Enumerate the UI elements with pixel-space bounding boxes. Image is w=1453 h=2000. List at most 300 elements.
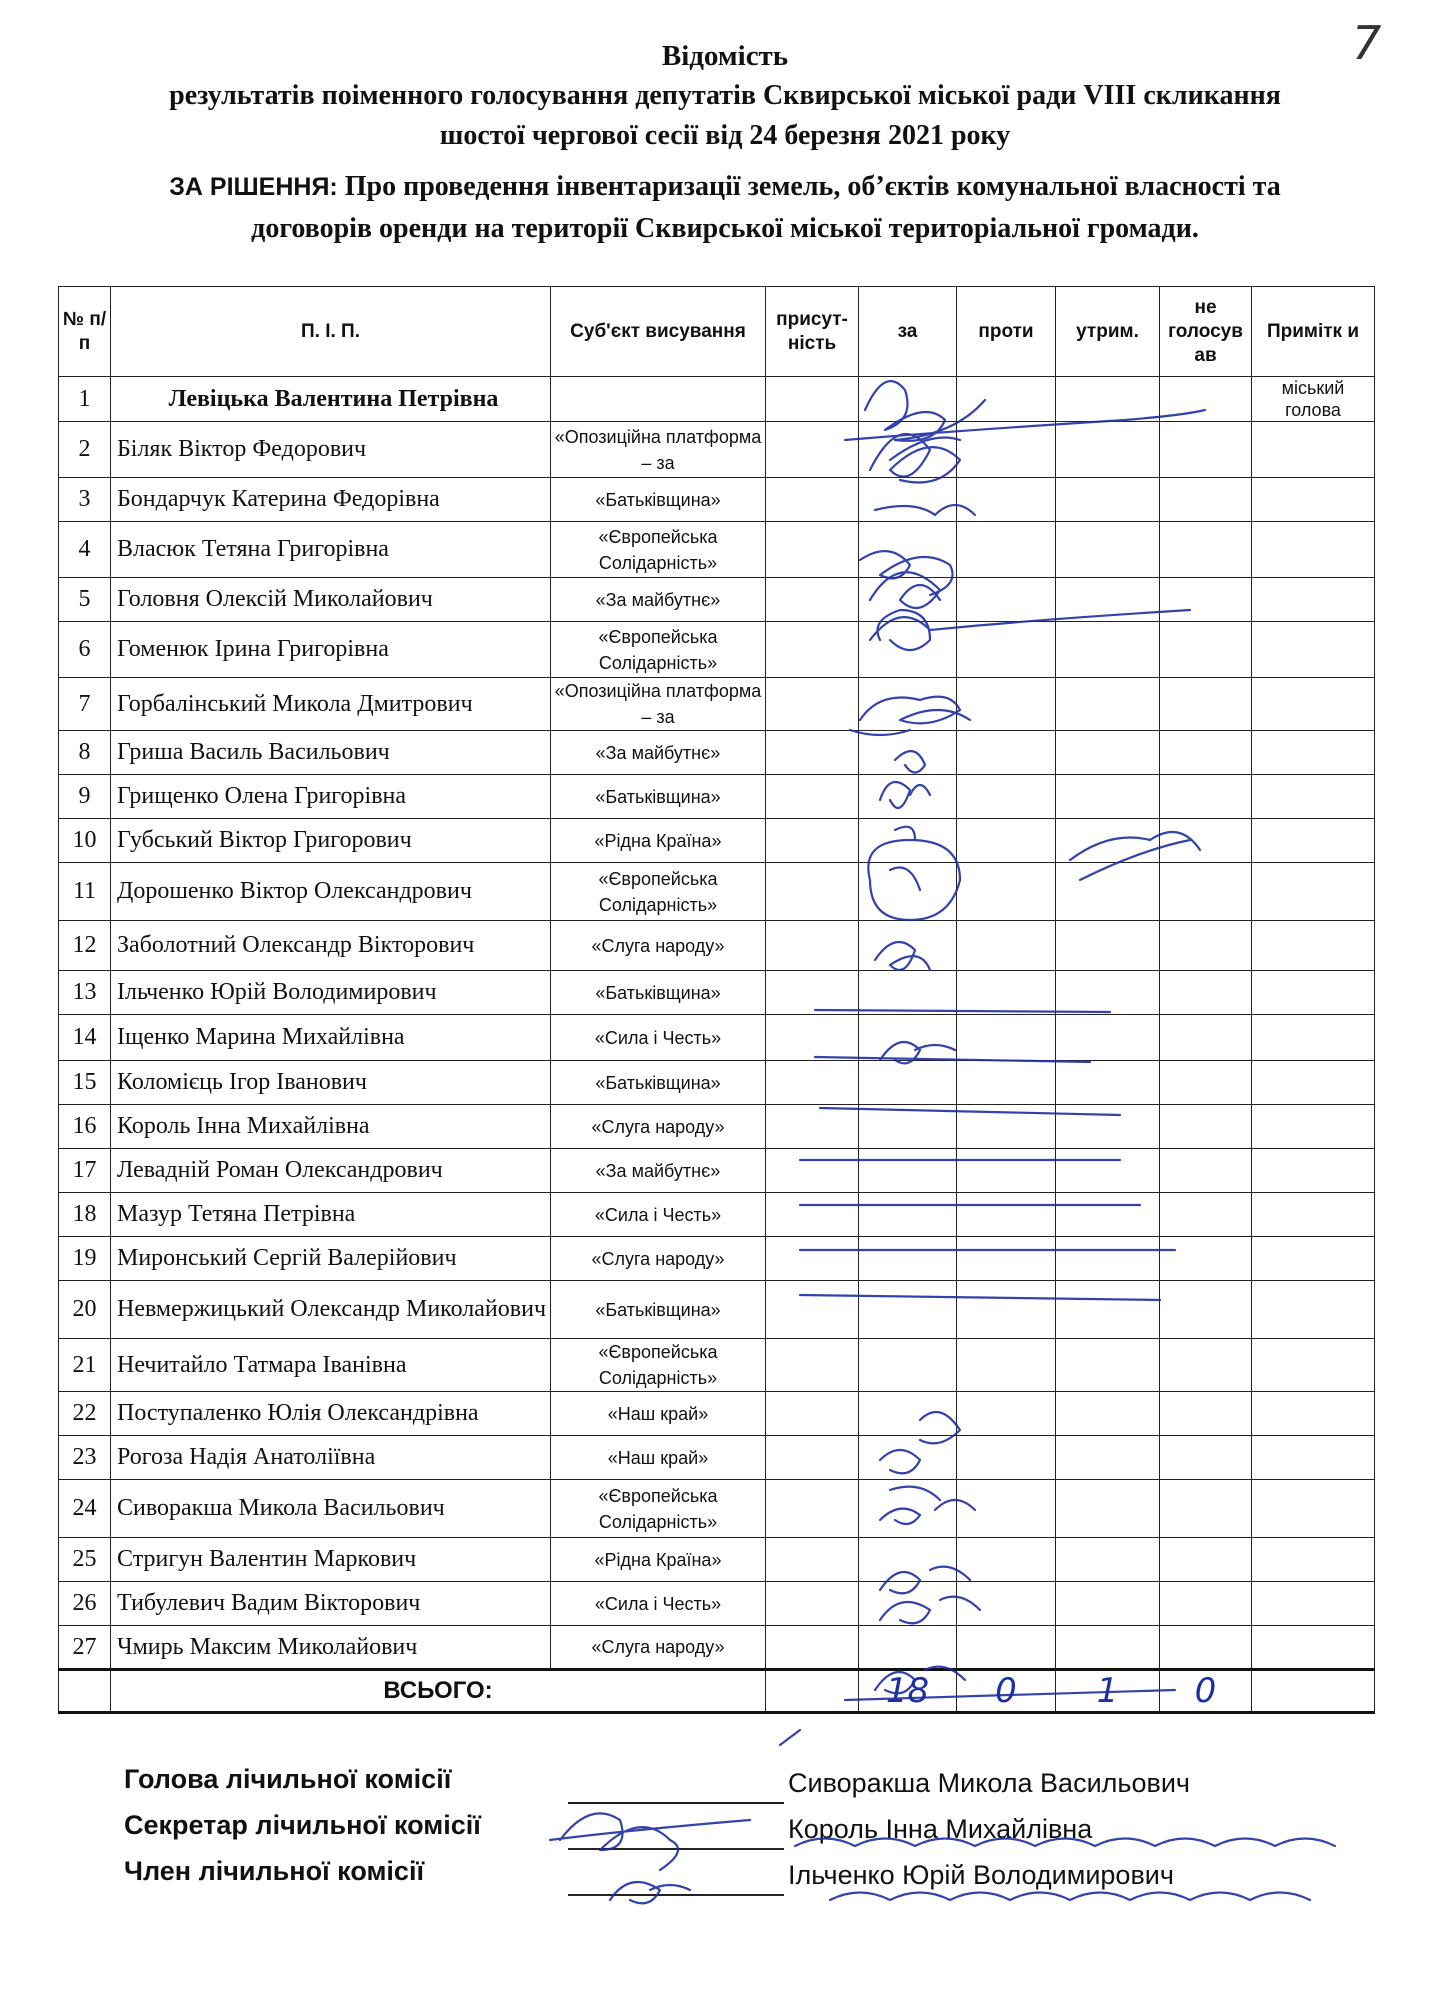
deputy-name: Іщенко Марина Михайлівна <box>111 1015 551 1061</box>
commission-signatures <box>124 1764 1384 1902</box>
document-header <box>60 36 1390 250</box>
vote-against-cell <box>957 1339 1056 1392</box>
not-voted-cell <box>1160 1538 1252 1582</box>
header-for: за <box>859 287 957 377</box>
vote-against-cell <box>957 522 1056 578</box>
vote-against-cell <box>957 1538 1056 1582</box>
vote-against-cell <box>957 1061 1056 1105</box>
header-not-voted: не голосув ав <box>1160 287 1252 377</box>
present-cell <box>766 1061 859 1105</box>
vote-for-cell <box>859 1105 957 1149</box>
present-cell <box>766 422 859 478</box>
session-line: шостої чергової сесії від 24 березня 2021 року <box>439 120 1011 151</box>
abstain-cell <box>1056 819 1160 863</box>
table-row <box>59 478 1375 522</box>
row-number: 20 <box>59 1281 111 1339</box>
vote-against-cell <box>957 1392 1056 1436</box>
deputy-name: Чмирь Максим Миколайович <box>111 1626 551 1670</box>
not-voted-cell <box>1160 1436 1252 1480</box>
table-row <box>59 1149 1375 1193</box>
present-cell <box>766 522 859 578</box>
deputy-name: Мазур Тетяна Петрівна <box>111 1193 551 1237</box>
party: «Слуга народу» <box>551 1237 766 1281</box>
note <box>1252 578 1375 622</box>
abstain-cell <box>1056 1015 1160 1061</box>
vote-for-cell <box>859 422 957 478</box>
table-row <box>59 1237 1375 1281</box>
party: «Батьківщина» <box>551 775 766 819</box>
total-against: 0 <box>957 1670 1056 1713</box>
total-for: 18 <box>859 1670 957 1713</box>
row-number: 16 <box>59 1105 111 1149</box>
commission-role: Член лічильної комісії <box>124 1856 425 1886</box>
table-row <box>59 1480 1375 1538</box>
vote-for-cell <box>859 1015 957 1061</box>
vote-for-cell <box>859 578 957 622</box>
deputy-name: Левадній Роман Олександрович <box>111 1149 551 1193</box>
not-voted-cell <box>1160 678 1252 731</box>
commission-row <box>124 1856 1384 1902</box>
party: «За майбутнє» <box>551 731 766 775</box>
note <box>1252 1626 1375 1670</box>
page-number: 7 <box>1352 16 1382 70</box>
commission-row <box>124 1810 1384 1856</box>
deputy-name: Миронський Сергій Валерійович <box>111 1237 551 1281</box>
not-voted-cell <box>1160 1061 1252 1105</box>
present-cell <box>766 921 859 971</box>
row-number: 1 <box>59 377 111 422</box>
abstain-cell <box>1056 1392 1160 1436</box>
note <box>1252 775 1375 819</box>
vote-against-cell <box>957 819 1056 863</box>
note <box>1252 1105 1375 1149</box>
abstain-cell <box>1056 863 1160 921</box>
total-present <box>766 1670 859 1713</box>
row-number: 19 <box>59 1237 111 1281</box>
row-number: 25 <box>59 1538 111 1582</box>
table-row <box>59 819 1375 863</box>
not-voted-cell <box>1160 478 1252 522</box>
table-row <box>59 1626 1375 1670</box>
note <box>1252 1392 1375 1436</box>
row-number: 13 <box>59 971 111 1015</box>
deputy-name: Сиворакша Микола Васильович <box>111 1480 551 1538</box>
vote-against-cell <box>957 1281 1056 1339</box>
present-cell <box>766 1582 859 1626</box>
note <box>1252 1582 1375 1626</box>
present-cell <box>766 478 859 522</box>
not-voted-cell <box>1160 1626 1252 1670</box>
vote-for-cell <box>859 1193 957 1237</box>
vote-against-cell <box>957 1436 1056 1480</box>
signature-line <box>568 1894 784 1896</box>
vote-against-cell <box>957 921 1056 971</box>
vote-for-cell <box>859 522 957 578</box>
present-cell <box>766 578 859 622</box>
commission-name: Сиворакша Микола Васильович <box>788 1768 1190 1798</box>
table-row <box>59 377 1375 422</box>
deputy-name: Левіцька Валентина Петрівна <box>111 377 551 422</box>
abstain-cell <box>1056 1237 1160 1281</box>
header-present: присут-ність <box>766 287 859 377</box>
note <box>1252 422 1375 478</box>
row-number: 5 <box>59 578 111 622</box>
abstain-cell <box>1056 1436 1160 1480</box>
table-row <box>59 1281 1375 1339</box>
table-row <box>59 921 1375 971</box>
abstain-cell <box>1056 1193 1160 1237</box>
note <box>1252 1149 1375 1193</box>
row-number: 15 <box>59 1061 111 1105</box>
vote-against-cell <box>957 478 1056 522</box>
vote-for-cell <box>859 1281 957 1339</box>
table-header-row <box>59 287 1375 377</box>
party: «Європейська Солідарність» <box>551 522 766 578</box>
vote-against-cell <box>957 1015 1056 1061</box>
note <box>1252 863 1375 921</box>
abstain-cell <box>1056 622 1160 678</box>
note: міський голова <box>1252 377 1375 422</box>
party: «Батьківщина» <box>551 478 766 522</box>
vote-against-cell <box>957 1626 1056 1670</box>
present-cell <box>766 1281 859 1339</box>
strike-line <box>780 1730 800 1745</box>
note <box>1252 1015 1375 1061</box>
present-cell <box>766 377 859 422</box>
row-number: 18 <box>59 1193 111 1237</box>
party: «Рідна Країна» <box>551 1538 766 1582</box>
header-party: Суб'єкт висування <box>551 287 766 377</box>
party: «За майбутнє» <box>551 578 766 622</box>
vote-against-cell <box>957 1480 1056 1538</box>
row-number: 23 <box>59 1436 111 1480</box>
vote-for-cell <box>859 775 957 819</box>
abstain-cell <box>1056 971 1160 1015</box>
row-number: 10 <box>59 819 111 863</box>
not-voted-cell <box>1160 377 1252 422</box>
vote-against-cell <box>957 578 1056 622</box>
present-cell <box>766 819 859 863</box>
party: «Опозиційна платформа – за <box>551 678 766 731</box>
vote-for-cell <box>859 819 957 863</box>
abstain-cell <box>1056 678 1160 731</box>
vote-against-cell <box>957 622 1056 678</box>
party: «Опозиційна платформа – за <box>551 422 766 478</box>
not-voted-cell <box>1160 1480 1252 1538</box>
vote-for-cell <box>859 377 957 422</box>
vote-against-cell <box>957 377 1056 422</box>
deputy-name: Коломієць Ігор Іванович <box>111 1061 551 1105</box>
commission-role: Секретар лічильної комісії <box>124 1810 481 1840</box>
present-cell <box>766 1392 859 1436</box>
party: «Наш край» <box>551 1436 766 1480</box>
table-row <box>59 971 1375 1015</box>
vote-for-cell <box>859 1339 957 1392</box>
vote-against-cell <box>957 731 1056 775</box>
row-number: 27 <box>59 1626 111 1670</box>
party: «Слуга народу» <box>551 1626 766 1670</box>
commission-name: Ільченко Юрій Володимирович <box>788 1860 1174 1890</box>
vote-for-cell <box>859 1436 957 1480</box>
total-empty <box>59 1670 111 1713</box>
abstain-cell <box>1056 731 1160 775</box>
abstain-cell <box>1056 377 1160 422</box>
table-row <box>59 1436 1375 1480</box>
deputy-name: Король Інна Михайлівна <box>111 1105 551 1149</box>
not-voted-cell <box>1160 863 1252 921</box>
note <box>1252 678 1375 731</box>
header-against: проти <box>957 287 1056 377</box>
note <box>1252 971 1375 1015</box>
abstain-cell <box>1056 1149 1160 1193</box>
party: «Сила і Честь» <box>551 1582 766 1626</box>
deputy-name: Біляк Віктор Федорович <box>111 422 551 478</box>
not-voted-cell <box>1160 522 1252 578</box>
vote-against-cell <box>957 1237 1056 1281</box>
table-row <box>59 863 1375 921</box>
present-cell <box>766 1193 859 1237</box>
table-row <box>59 731 1375 775</box>
vote-against-cell <box>957 863 1056 921</box>
abstain-cell <box>1056 578 1160 622</box>
present-cell <box>766 1538 859 1582</box>
table-row <box>59 1015 1375 1061</box>
deputy-name: Стригун Валентин Маркович <box>111 1538 551 1582</box>
table-row <box>59 522 1375 578</box>
row-number: 22 <box>59 1392 111 1436</box>
deputy-name: Рогоза Надія Анатоліївна <box>111 1436 551 1480</box>
row-number: 24 <box>59 1480 111 1538</box>
document-subtitle: результатів поіменного голосування депутатів Сквирської міської ради VIII скликання <box>169 80 1281 111</box>
vote-for-cell <box>859 1582 957 1626</box>
deputy-name: Гриша Василь Васильович <box>111 731 551 775</box>
vote-against-cell <box>957 1149 1056 1193</box>
present-cell <box>766 1015 859 1061</box>
vote-for-cell <box>859 1149 957 1193</box>
note <box>1252 1480 1375 1538</box>
row-number: 9 <box>59 775 111 819</box>
present-cell <box>766 1105 859 1149</box>
deputy-name: Гоменюк Ірина Григорівна <box>111 622 551 678</box>
deputy-name: Грищенко Олена Григорівна <box>111 775 551 819</box>
table-body <box>59 377 1375 1670</box>
party: «Наш край» <box>551 1392 766 1436</box>
abstain-cell <box>1056 775 1160 819</box>
vote-against-cell <box>957 971 1056 1015</box>
row-number: 26 <box>59 1582 111 1626</box>
row-number: 12 <box>59 921 111 971</box>
row-number: 11 <box>59 863 111 921</box>
decision-line <box>60 166 1390 208</box>
not-voted-cell <box>1160 578 1252 622</box>
party: «Європейська Солідарність» <box>551 1480 766 1538</box>
abstain-cell <box>1056 478 1160 522</box>
present-cell <box>766 1436 859 1480</box>
header-note: Примітк и <box>1252 287 1375 377</box>
decision-line-2: договорів оренди на території Сквирської міської територіальної громади. <box>251 213 1199 244</box>
vote-for-cell <box>859 731 957 775</box>
present-cell <box>766 731 859 775</box>
party: «Слуга народу» <box>551 921 766 971</box>
note <box>1252 478 1375 522</box>
note <box>1252 1193 1375 1237</box>
abstain-cell <box>1056 1339 1160 1392</box>
present-cell <box>766 971 859 1015</box>
vote-for-cell <box>859 1237 957 1281</box>
party: «Сила і Честь» <box>551 1015 766 1061</box>
note <box>1252 1339 1375 1392</box>
row-number: 21 <box>59 1339 111 1392</box>
not-voted-cell <box>1160 731 1252 775</box>
note <box>1252 819 1375 863</box>
row-number: 3 <box>59 478 111 522</box>
vote-for-cell <box>859 1626 957 1670</box>
present-cell <box>766 678 859 731</box>
table-row <box>59 1538 1375 1582</box>
not-voted-cell <box>1160 1149 1252 1193</box>
signature-line <box>568 1848 784 1850</box>
deputy-name: Ільченко Юрій Володимирович <box>111 971 551 1015</box>
not-voted-cell <box>1160 819 1252 863</box>
deputy-name: Власюк Тетяна Григорівна <box>111 522 551 578</box>
note <box>1252 1281 1375 1339</box>
header-num: № п/п <box>59 287 111 377</box>
vote-for-cell <box>859 1392 957 1436</box>
decision-prefix: ЗА РІШЕННЯ: <box>169 173 338 201</box>
not-voted-cell <box>1160 971 1252 1015</box>
commission-row <box>124 1764 1384 1810</box>
note <box>1252 731 1375 775</box>
deputy-name: Дорошенко Віктор Олександрович <box>111 863 551 921</box>
table-row <box>59 678 1375 731</box>
not-voted-cell <box>1160 1193 1252 1237</box>
abstain-cell <box>1056 1281 1160 1339</box>
note <box>1252 622 1375 678</box>
party: «Європейська Солідарність» <box>551 1339 766 1392</box>
table-row <box>59 1105 1375 1149</box>
vote-for-cell <box>859 1538 957 1582</box>
table-row <box>59 1061 1375 1105</box>
present-cell <box>766 863 859 921</box>
commission-role: Голова лічильної комісії <box>124 1764 452 1794</box>
table-row <box>59 775 1375 819</box>
table-row <box>59 622 1375 678</box>
abstain-cell <box>1056 522 1160 578</box>
not-voted-cell <box>1160 921 1252 971</box>
note <box>1252 1436 1375 1480</box>
total-row <box>59 1670 1375 1713</box>
party: «Батьківщина» <box>551 1281 766 1339</box>
abstain-cell <box>1056 422 1160 478</box>
abstain-cell <box>1056 921 1160 971</box>
vote-against-cell <box>957 1193 1056 1237</box>
party: «Європейська Солідарність» <box>551 863 766 921</box>
document-title: Відомість <box>661 40 789 72</box>
vote-for-cell <box>859 1480 957 1538</box>
header-name: П. І. П. <box>111 287 551 377</box>
present-cell <box>766 775 859 819</box>
present-cell <box>766 1626 859 1670</box>
abstain-cell <box>1056 1582 1160 1626</box>
vote-for-cell <box>859 478 957 522</box>
vote-for-cell <box>859 1061 957 1105</box>
abstain-cell <box>1056 1061 1160 1105</box>
note <box>1252 522 1375 578</box>
vote-for-cell <box>859 863 957 921</box>
commission-name: Король Інна Михайлівна <box>788 1814 1093 1844</box>
vote-table <box>58 286 1375 1714</box>
decision-text: Про проведення інвентаризації земель, об’єктів комунальної власності та <box>344 171 1281 202</box>
row-number: 4 <box>59 522 111 578</box>
vote-against-cell <box>957 678 1056 731</box>
note <box>1252 1237 1375 1281</box>
present-cell <box>766 1339 859 1392</box>
party: «Сила і Честь» <box>551 1193 766 1237</box>
not-voted-cell <box>1160 1105 1252 1149</box>
vote-against-cell <box>957 775 1056 819</box>
vote-against-cell <box>957 1582 1056 1626</box>
party: «Рідна Країна» <box>551 819 766 863</box>
not-voted-cell <box>1160 1339 1252 1392</box>
party: «Батьківщина» <box>551 971 766 1015</box>
not-voted-cell <box>1160 622 1252 678</box>
row-number: 17 <box>59 1149 111 1193</box>
vote-against-cell <box>957 1105 1056 1149</box>
total-not-voted: 0 <box>1160 1670 1252 1713</box>
vote-for-cell <box>859 921 957 971</box>
note <box>1252 921 1375 971</box>
deputy-name: Губський Віктор Григорович <box>111 819 551 863</box>
total-note <box>1252 1670 1375 1713</box>
party: «Батьківщина» <box>551 1061 766 1105</box>
table-row <box>59 1392 1375 1436</box>
party: «Європейська Солідарність» <box>551 622 766 678</box>
deputy-name: Головня Олексій Миколайович <box>111 578 551 622</box>
present-cell <box>766 1149 859 1193</box>
not-voted-cell <box>1160 775 1252 819</box>
note <box>1252 1538 1375 1582</box>
vote-for-cell <box>859 622 957 678</box>
note <box>1252 1061 1375 1105</box>
not-voted-cell <box>1160 1281 1252 1339</box>
table-row <box>59 1339 1375 1392</box>
table-row <box>59 1193 1375 1237</box>
not-voted-cell <box>1160 422 1252 478</box>
total-label: ВСЬОГО: <box>111 1670 766 1713</box>
deputy-name: Невмержицький Олександр Миколайович <box>111 1281 551 1339</box>
present-cell <box>766 622 859 678</box>
abstain-cell <box>1056 1480 1160 1538</box>
deputy-name: Бондарчук Катерина Федорівна <box>111 478 551 522</box>
deputy-name: Заболотний Олександр Вікторович <box>111 921 551 971</box>
row-number: 7 <box>59 678 111 731</box>
table-row <box>59 1582 1375 1626</box>
deputy-name: Тибулевич Вадим Вікторович <box>111 1582 551 1626</box>
total-abstain: 1 <box>1056 1670 1160 1713</box>
table-row <box>59 422 1375 478</box>
row-number: 6 <box>59 622 111 678</box>
table-row <box>59 578 1375 622</box>
vote-for-cell <box>859 971 957 1015</box>
not-voted-cell <box>1160 1582 1252 1626</box>
deputy-name: Нечитайло Татмара Іванівна <box>111 1339 551 1392</box>
abstain-cell <box>1056 1626 1160 1670</box>
abstain-cell <box>1056 1538 1160 1582</box>
signature-line <box>568 1802 784 1804</box>
vote-against-cell <box>957 422 1056 478</box>
party <box>551 377 766 422</box>
abstain-cell <box>1056 1105 1160 1149</box>
